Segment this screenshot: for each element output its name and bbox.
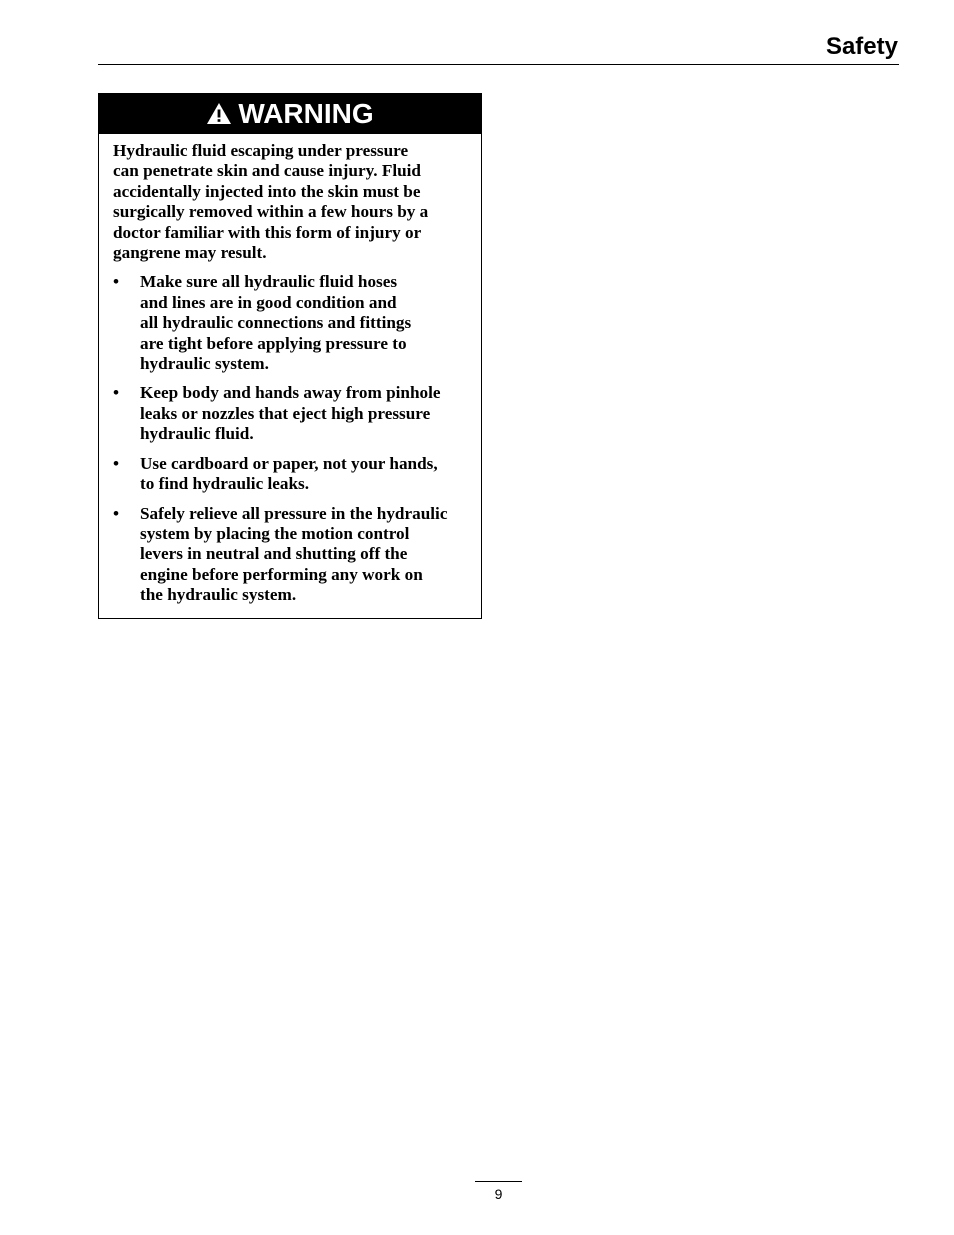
warning-intro: Hydraulic fluid escaping under pressure can penetrate skin and cause injury. Fluid accidentally injected into the skin must be surgically removed within a few hours by a doctor familiar with this form of injury or gangrene may result.: [113, 141, 429, 263]
list-item-text: Make sure all hydraulic fluid hoses and lines are in good condition and all hydraulic connections and fittings are tight before applying pressure to hydraulic system.: [140, 272, 412, 374]
list-item-text: Keep body and hands away from pinhole leaks or nozzles that eject high pressure hydraulic fluid.: [140, 383, 441, 444]
section-title: Safety: [825, 33, 898, 60]
list-item-text: Safely relieve all pressure in the hydraulic system by placing the motion control levers in neutral and shutting off the engine before performing any work on the hydraulic system.: [140, 503, 448, 605]
warning-banner: [99, 94, 481, 134]
bullet: •: [113, 453, 120, 473]
bullet: •: [113, 383, 120, 403]
bullet: •: [113, 272, 120, 292]
warning-body: [99, 134, 481, 606]
list-item: [113, 383, 467, 444]
footer-divider: [475, 1181, 522, 1182]
warning-title: WARNING: [238, 98, 374, 129]
list-item: [113, 504, 467, 606]
warning-triangle-icon: [206, 102, 232, 125]
warning-list: [113, 272, 467, 605]
list-item: [113, 272, 467, 374]
list-item: [113, 454, 467, 495]
list-item-text: Use cardboard or paper, not your hands, to find hydraulic leaks.: [140, 453, 438, 494]
bullet: •: [113, 503, 120, 523]
warning-box: [98, 93, 482, 619]
page-number: 9: [494, 1186, 503, 1202]
header-divider: [98, 64, 899, 65]
